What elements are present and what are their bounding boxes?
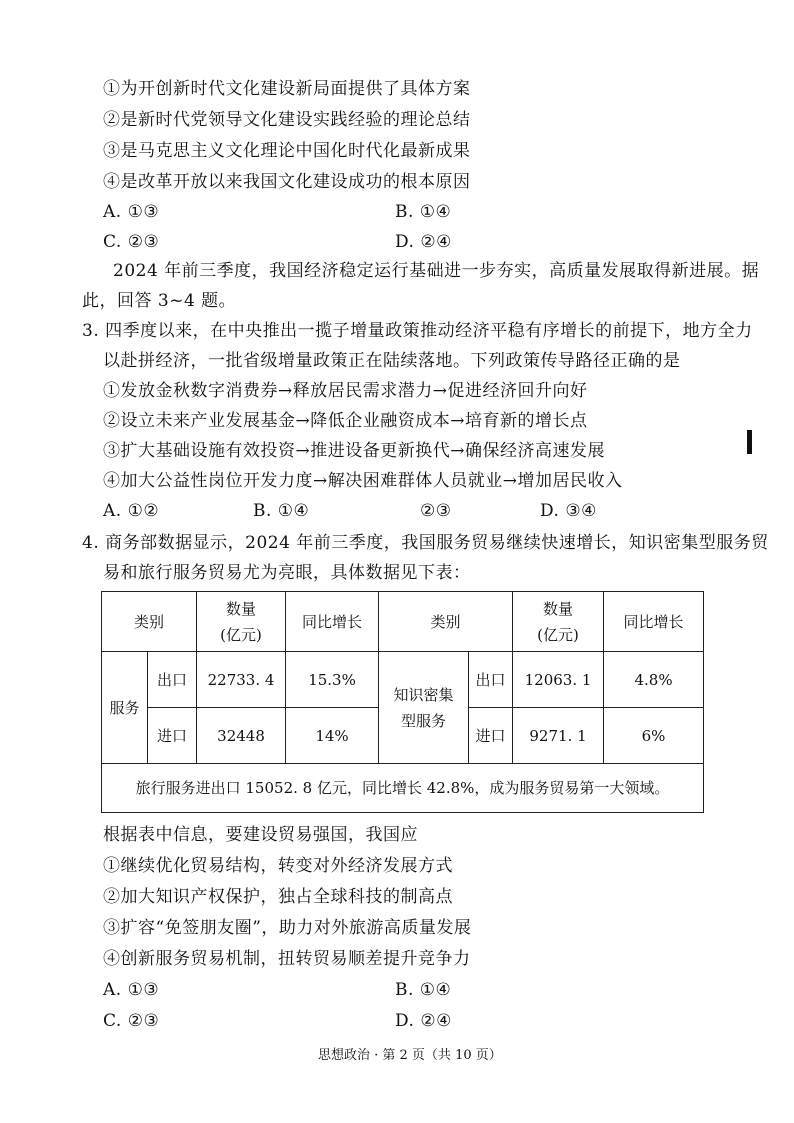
header-amount-left: 数量 (亿元) [197, 592, 286, 652]
knowledge-import-growth: 6% [604, 708, 704, 764]
table-header-row [102, 592, 704, 652]
q4-choice-a: A. ①③ [103, 980, 160, 1000]
q3-choice-a: A. ①② [103, 501, 160, 521]
q2-option-3: ③是马克思主义文化理论中国化时代化最新成果 [103, 141, 471, 161]
header-growth-left: 同比增长 [286, 592, 379, 652]
knowledge-import-label: 进口 [469, 708, 513, 764]
q2-option-1: ①为开创新时代文化建设新局面提供了具体方案 [103, 79, 471, 99]
q4-option-4: ④创新服务贸易机制，扭转贸易顺差提升竞争力 [103, 949, 471, 969]
trade-data-table [101, 591, 704, 813]
knowledge-export-amount: 12063. 1 [513, 652, 604, 708]
q4-choice-d: D. ②④ [395, 1011, 452, 1031]
q2-choice-d: D. ②④ [395, 232, 452, 252]
services-import-label: 进口 [148, 708, 197, 764]
table-row [102, 652, 704, 708]
services-label: 服务 [102, 652, 148, 764]
header-category-right: 类别 [379, 592, 513, 652]
q3-stem-line-1: 3. 四季度以来，在中央推出一揽子增量政策推动经济平稳有序增长的前提下，地方全力 [82, 321, 753, 341]
intro-line-2: 此，回答 3~4 题。 [82, 291, 237, 311]
header-growth-right: 同比增长 [604, 592, 704, 652]
table-footnote: 旅行服务进出口 15052. 8 亿元，同比增长 42.8%，成为服务贸易第一大领域。 [102, 764, 704, 813]
header-amount-right: 数量 (亿元) [513, 592, 604, 652]
q2-choice-a: A. ①③ [103, 202, 160, 222]
q4-option-2: ②加大知识产权保护，独占全球科技的制高点 [103, 887, 453, 907]
q3-choice-c: ②③ [420, 501, 452, 521]
q4-stem-line-2: 易和旅行服务贸易尤为亮眼，具体数据见下表： [103, 563, 471, 583]
q2-option-2: ②是新时代党领导文化建设实践经验的理论总结 [103, 110, 471, 130]
q4-question: 根据表中信息，要建设贸易强国，我国应 [103, 825, 418, 845]
q2-choice-b: B. ①④ [395, 202, 452, 222]
knowledge-label: 知识密集 型服务 [379, 652, 469, 764]
knowledge-import-amount: 9271. 1 [513, 708, 604, 764]
q3-stem-line-2: 以赴拼经济，一批省级增量政策正在陆续落地。下列政策传导路径正确的是 [103, 351, 681, 371]
q3-option-3: ③扩大基础设施有效投资→推进设备更新换代→确保经济高速发展 [103, 441, 605, 461]
q2-choice-c: C. ②③ [103, 232, 160, 252]
intro-line-1: 2024 年前三季度，我国经济稳定运行基础进一步夯实，高质量发展取得新进展。据 [113, 261, 760, 281]
q4-option-1: ①继续优化贸易结构，转变对外经济发展方式 [103, 856, 453, 876]
scan-mark [747, 430, 752, 454]
q4-choice-c: C. ②③ [103, 1011, 160, 1031]
q4-option-3: ③扩容“免签朋友圈”，助力对外旅游高质量发展 [103, 918, 472, 938]
services-export-amount: 22733. 4 [197, 652, 286, 708]
q3-choice-d: D. ③④ [540, 501, 597, 521]
services-import-amount: 32448 [197, 708, 286, 764]
services-export-growth: 15.3% [286, 652, 379, 708]
q3-option-4: ④加大公益性岗位开发力度→解决困难群体人员就业→增加居民收入 [103, 471, 623, 491]
header-category-left: 类别 [102, 592, 197, 652]
q2-option-4: ④是改革开放以来我国文化建设成功的根本原因 [103, 172, 471, 192]
services-export-label: 出口 [148, 652, 197, 708]
q4-choice-b: B. ①④ [395, 980, 452, 1000]
q3-choice-b: B. ①④ [253, 501, 310, 521]
page-footer: 思想政治 · 第 2 页（共 10 页） [318, 1048, 502, 1063]
knowledge-export-growth: 4.8% [604, 652, 704, 708]
q3-option-2: ②设立未来产业发展基金→降低企业融资成本→培育新的增长点 [103, 411, 588, 431]
table-footnote-row [102, 764, 704, 813]
services-import-growth: 14% [286, 708, 379, 764]
q4-stem-line-1: 4. 商务部数据显示，2024 年前三季度，我国服务贸易继续快速增长，知识密集型服务贸 [82, 533, 769, 553]
knowledge-export-label: 出口 [469, 652, 513, 708]
q3-option-1: ①发放金秋数字消费券→释放居民需求潜力→促进经济回升向好 [103, 381, 588, 401]
